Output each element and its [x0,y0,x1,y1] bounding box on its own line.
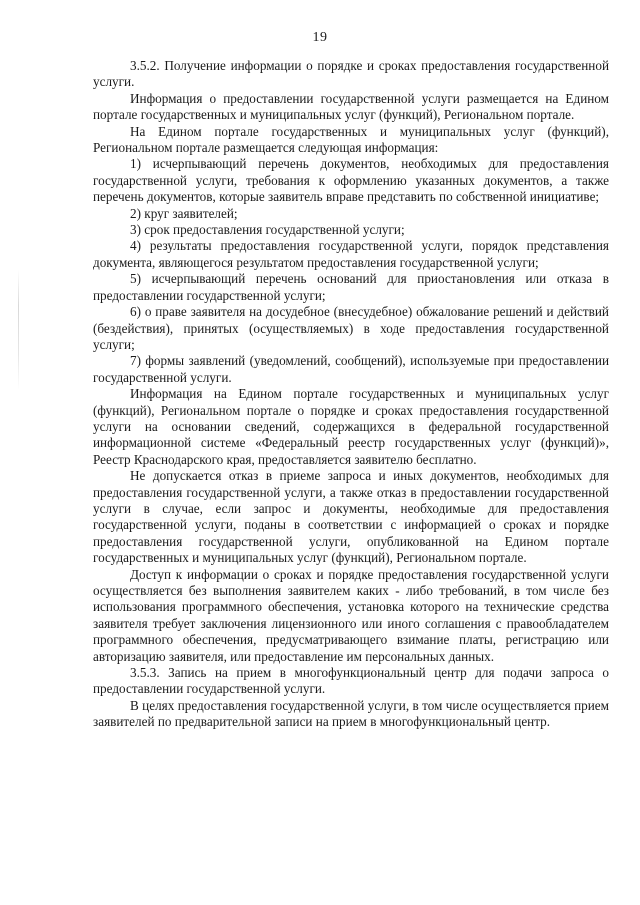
paragraph: Доступ к информации о сроках и порядке предоставления государственной услуги осуществляется без выполнения заявителем каких - либо требований, в том числе без использования программного обеспечения, установка которого на технические средства заявителя требует заключения лицензионного или иного соглашения с правообладателем программного обеспечения, предусматривающего взимание платы, регистрацию или авторизацию заявителя, или предоставление им персональных данных. [93,566,609,664]
list-item-2: 2) круг заявителей; [130,205,238,221]
paragraph: В целях предоставления государственной услуги, в том числе осуществляется прием заявителей по предварительной записи на прием в многофункциональный центр. [93,697,609,730]
list-item-6: 6) о праве заявителя на досудебное (внесудебное) обжалование решений и действий (бездействия), принятых (осуществляемых) в ходе предоставления государственной услуги; [93,304,609,352]
list-item-5: 5) исчерпывающий перечень оснований для приостановления или отказа в предоставлении государственной услуги; [93,271,609,303]
list-item-4: 4) результаты предоставления государственной услуги, порядок представления документа, являющегося результатом предоставления государственной услуги; [93,238,609,270]
scan-artifact [18,270,19,390]
document-body [93,58,609,731]
list-item-7: 7) формы заявлений (уведомлений, сообщений), используемые при предоставлении государственной услуги. [93,353,609,385]
section-heading-3-5-3: 3.5.3. Запись на прием в многофункциональный центр для подачи запроса о предоставлении государственной услуги. [93,665,609,697]
section-heading-3-5-2: 3.5.2. Получение информации о порядке и сроках предоставления государственной услуги. [93,58,609,90]
paragraph: Информация на Едином портале государственных и муниципальных услуг (функций), Региональном портале о порядке и сроках предоставления государственной услуги на основании сведений, содержащихся в федеральной государственной информационной системе «Федеральный реестр государственных услуг (функций)», Реестр Краснодарского края, предоставляется заявителю бесплатно. [93,386,609,467]
list-item-3: 3) срок предоставления государственной услуги; [130,222,405,238]
page-number: 19 [312,30,328,45]
paragraph: На Едином портале государственных и муниципальных услуг (функций), Региональном портале размещается следующая информация: [93,123,609,156]
list-item-1: 1) исчерпывающий перечень документов, необходимых для предоставления государственной услуги, требования к оформлению указанных документов, а также перечень документов, которые заявитель вправе представить по собственной инициативе; [93,156,609,205]
paragraph: Информация о предоставлении государственной услуги размещается на Едином портале государственных и муниципальных услуг (функций), Региональном портале. [93,90,609,123]
paragraph: Не допускается отказ в приеме запроса и иных документов, необходимых для предоставления государственной услуги, а также отказ в предоставлении государственной услуги в случае, если запрос и документы, необходимые для предоставления государственной услуги, поданы в соответствии с информацией о сроках и порядке предоставления государственной услуги, опубликованной на Едином портале государственных и муниципальных услуг (функций), Региональном портале. [93,468,609,566]
